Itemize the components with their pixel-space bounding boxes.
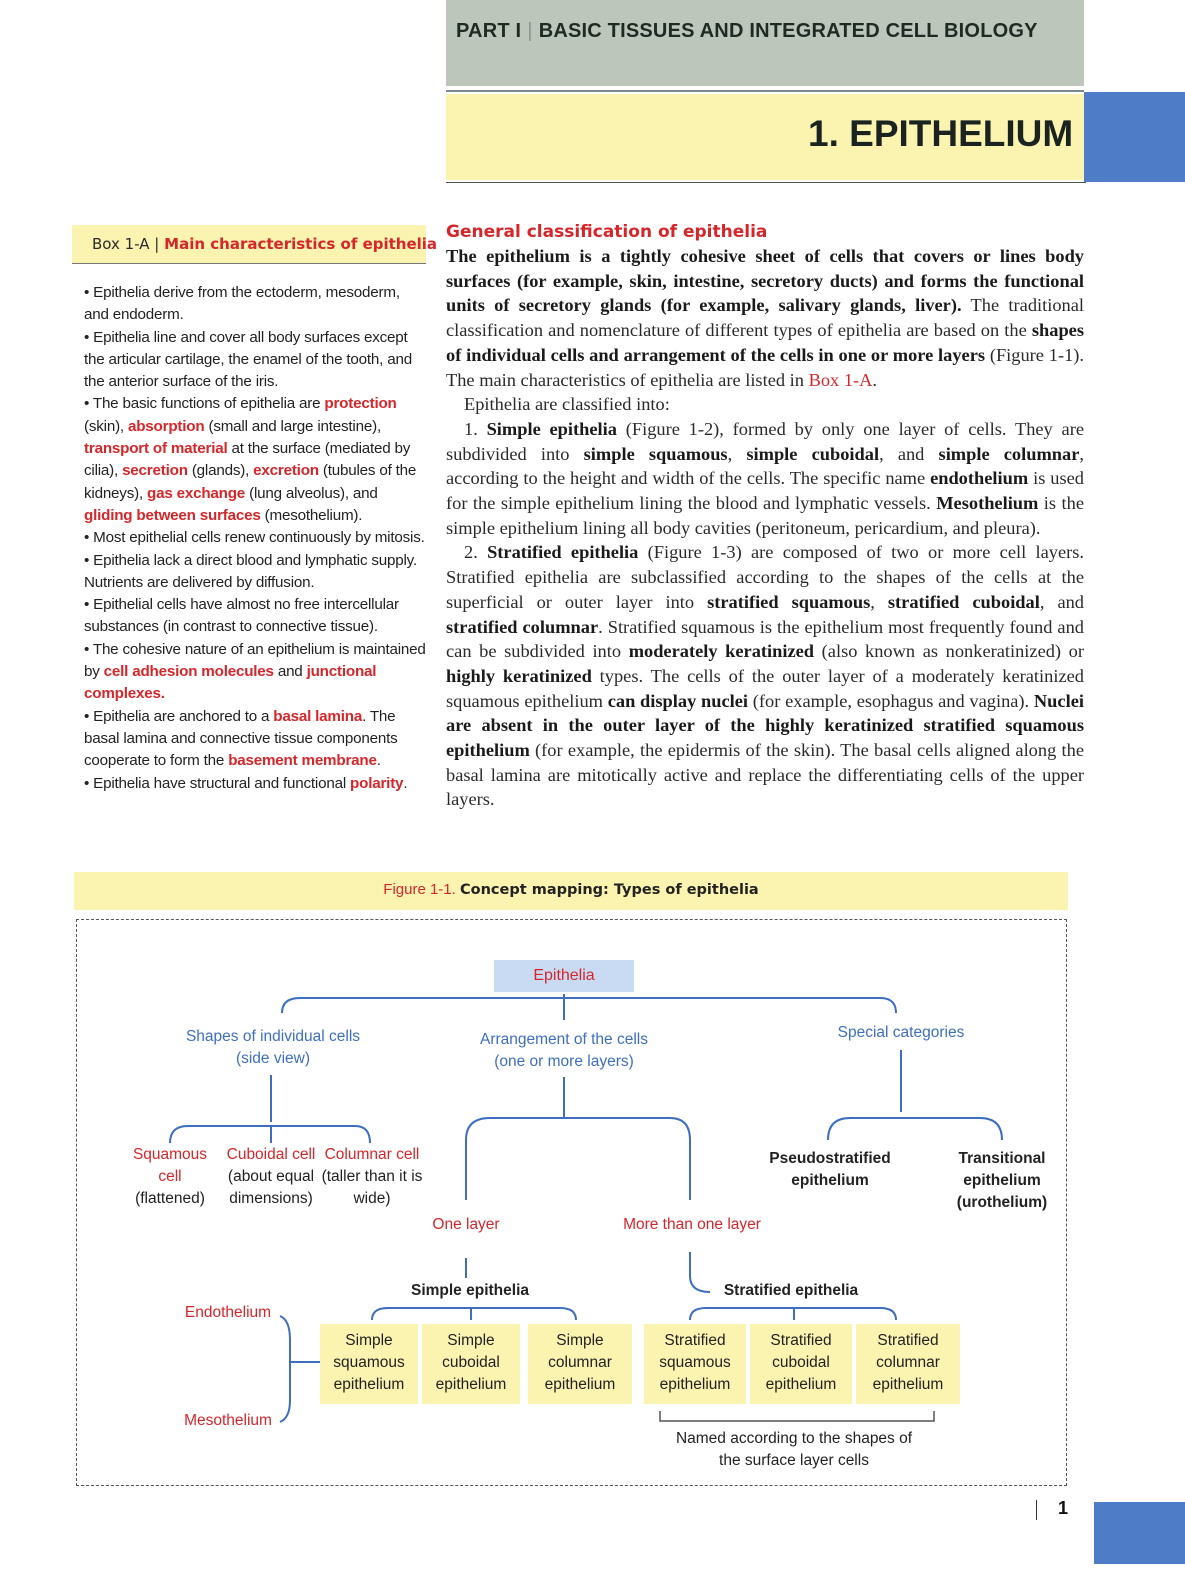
box-item: • The basic functions of epithelia are protection (skin), absorption (small and large intestine), transport of material at the surface (mediated by cilia), secretion (glands), excretion (tubules of the kidneys), gas exchange (lung alveolus), and gliding between surfaces (mesothelium). xyxy=(84,395,417,524)
node-arrangement: Arrangement of the cells (one or more layers) xyxy=(479,1031,648,1070)
node-simple-columnar: Simple columnar epithelium xyxy=(544,1332,616,1393)
node-shapes: Shapes of individual cells (side view) xyxy=(185,1028,361,1067)
paragraph: 2. Stratified epithelia (Figure 1-3) are composed of two or more cell layers. Stratified epithelia are subclassified according to the shapes of the cells at the superficial or outer layer into stratified squamous, stratified cuboidal, and stratified columnar. Stratified squamous is the epithelium most frequently found and can be subdivided into moderately keratinized (also known as nonkeratinized) or highly keratinized types. The cells of the outer layer of a moderately keratinized squamous epithelium can display nuclei (for example, esophagus and vagina). Nuclei are absent in the outer layer of the highly keratinized stratified squamous epithelium (for example, the epidermis of the skin). The basal cells aligned along the basal lamina are mitotically active and replace the differentiating cells of the upper layers. xyxy=(446,542,1085,810)
connector-special-types xyxy=(828,1118,1002,1140)
page-number: 1 xyxy=(1058,1498,1069,1518)
node-pseudostratified: Pseudostratified epithelium xyxy=(769,1150,891,1189)
node-mesothelium: Mesothelium xyxy=(184,1412,272,1429)
box-item: • Epithelia are anchored to a basal lamina. The basal lamina and connective tissue components cooperate to form the basement membrane. xyxy=(84,707,398,770)
node-simple-squamous: Simple squamous epithelium xyxy=(333,1332,405,1393)
paragraph: 1. Simple epithelia (Figure 1-2), formed by only one layer of cells. They are subdivided into simple squamous, simple cuboidal, and simple columnar, according to the height and width of the cells. The specific name endothelium is used for the simple epithelium lining the blood and lymphatic vessels. Mesothelium is the simple epithelium lining all body cavities (peritoneum, pericardium, and pleura). xyxy=(446,418,1084,538)
node-squamous-cell: Squamous cell (flattened) xyxy=(132,1146,208,1207)
node-transitional: Transitional epithelium (urothelium) xyxy=(956,1150,1048,1211)
connector-level1 xyxy=(282,998,896,1013)
box-item: • Epithelia line and cover all body surfaces except the articular cartilage, the enamel of the tooth, and the anterior surface of the iris. xyxy=(84,328,412,391)
bracket-stratified-note xyxy=(660,1411,934,1421)
box-title: Box 1-A | Main characteristics of epithelia xyxy=(92,235,438,253)
connector-more-layer xyxy=(690,1252,710,1292)
page-number-separator xyxy=(1036,1500,1037,1520)
paragraph: Epithelia are classified into: xyxy=(464,394,670,415)
box-link[interactable]: Box 1-A xyxy=(808,369,873,390)
node-epithelia: Epithelia xyxy=(533,967,595,984)
node-special: Special categories xyxy=(837,1024,965,1041)
node-endothelium: Endothelium xyxy=(184,1304,272,1321)
node-strat-columnar: Stratified columnar epithelium xyxy=(872,1332,944,1393)
node-one-layer: One layer xyxy=(432,1216,500,1233)
part-title: PART I | BASIC TISSUES AND INTEGRATED CELL BIOLOGY xyxy=(456,20,1038,42)
node-strat-squamous: Stratified squamous epithelium xyxy=(659,1332,731,1393)
chapter-title: 1. EPITHELIUM xyxy=(808,113,1074,154)
footer-tab xyxy=(1094,1502,1185,1564)
connector-simple-children xyxy=(372,1308,576,1320)
box-item: • Most epithelial cells renew continuously by mitosis. xyxy=(84,529,425,547)
node-columnar-cell: Columnar cell (taller than it is wide) xyxy=(321,1146,423,1207)
node-stratified-epithelia: Stratified epithelia xyxy=(723,1282,859,1299)
section-title: General classification of epithelia xyxy=(446,222,768,242)
node-strat-cuboidal: Stratified cuboidal epithelium xyxy=(765,1332,837,1393)
node-simple-cuboidal: Simple cuboidal epithelium xyxy=(435,1332,507,1393)
box-item: • The cohesive nature of an epithelium is maintained by cell adhesion molecules and junctional complexes. xyxy=(84,640,426,703)
bracket-endo-meso xyxy=(280,1316,290,1422)
box-item: • Epithelial cells have almost no free intercellular substances (in contrast to connective tissue). xyxy=(84,596,399,636)
box-item: • Epithelia derive from the ectoderm, mesoderm, and endoderm. xyxy=(84,284,400,324)
node-cuboidal-cell: Cuboidal cell (about equal dimensions) xyxy=(226,1146,316,1207)
box-item: • Epithelia have structural and functional polarity. xyxy=(84,774,408,792)
node-more-layer: More than one layer xyxy=(623,1216,761,1233)
node-simple-epithelia: Simple epithelia xyxy=(410,1282,529,1299)
figure-caption: Figure 1-1. Concept mapping: Types of epithelia xyxy=(383,881,759,898)
connector-layers xyxy=(466,1118,690,1200)
paragraph: The epithelium is a tightly cohesive sheet of cells that covers or lines body surfaces (for example, skin, intestine, secretory ducts) and forms the functional units of secretory glands (for example, salivary glands, liver). The traditional classification and nomenclature of different types of epithelia are based on the shapes of individual cells and arrangement of the cells in one or more layers (Figure 1-1). The main characteristics of epithelia are listed in Box 1-A. xyxy=(446,246,1085,390)
node-named-note: Named according to the shapes of the surface layer cells xyxy=(675,1430,913,1469)
box-item: • Epithelia lack a direct blood and lymphatic supply. Nutrients are delivered by diffusion. xyxy=(84,551,417,591)
